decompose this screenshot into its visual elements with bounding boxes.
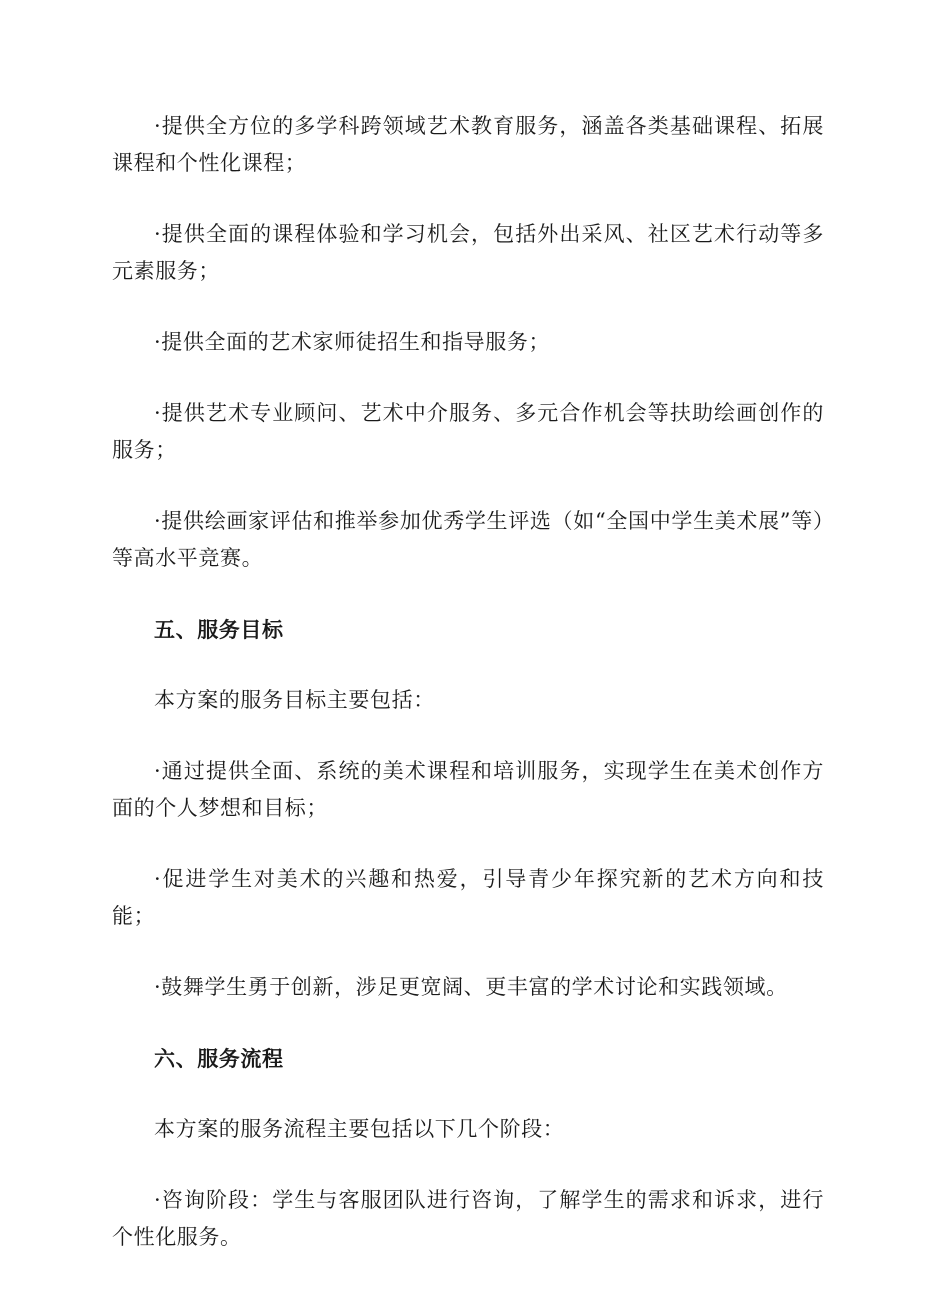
goal-item-3: ·鼓舞学生勇于创新，涉足更宽阔、更丰富的学术讨论和实践领域。: [154, 975, 788, 999]
process-item-1: ·咨询阶段：学生与客服团队进行咨询，了解学生的需求和诉求，进行个性化服务。: [112, 1188, 824, 1249]
goal-item-2: ·促进学生对美术的兴趣和热爱，引导青少年探究新的艺术方向和技能；: [112, 867, 824, 928]
service-item-5: ·提供绘画家评估和推举参加优秀学生评选（如“全国中学生美术展”等）等高水平竞赛。: [112, 509, 824, 570]
service-item-2: ·提供全面的课程体验和学习机会，包括外出采风、社区艺术行动等多元素服务；: [112, 222, 824, 283]
document-page: [112, 108, 824, 1290]
section-intro-service-goals: 本方案的服务目标主要包括：: [154, 688, 435, 712]
goal-item-1: ·通过提供全面、系统的美术课程和培训服务，实现学生在美术创作方面的个人梦想和目标；: [112, 759, 824, 820]
section-heading-service-goals: 五、服务目标: [154, 617, 284, 642]
service-item-1: ·提供全方位的多学科跨领域艺术教育服务，涵盖各类基础课程、拓展课程和个性化课程；: [112, 114, 824, 175]
section-heading-service-process: 六、服务流程: [154, 1046, 284, 1071]
section-intro-service-process: 本方案的服务流程主要包括以下几个阶段：: [154, 1117, 565, 1141]
service-item-3: ·提供全面的艺术家师徒招生和指导服务；: [154, 330, 551, 354]
service-item-4: ·提供艺术专业顾问、艺术中介服务、多元合作机会等扶助绘画创作的服务；: [112, 401, 824, 462]
